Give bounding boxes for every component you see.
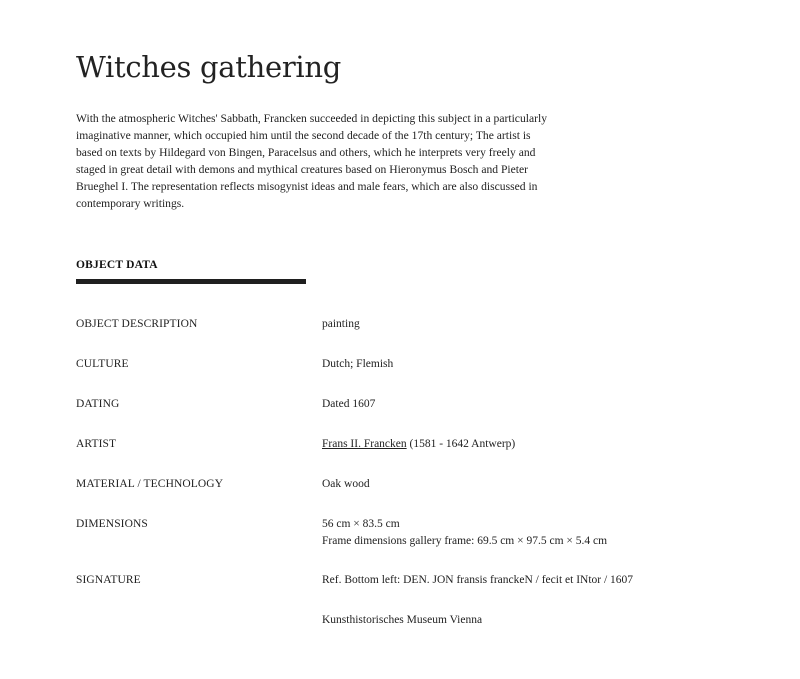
row-value bbox=[322, 436, 515, 453]
row-label: SIGNATURE bbox=[76, 574, 141, 586]
row-value: Dutch; Flemish bbox=[322, 358, 394, 370]
frame-dimensions-value: Frame dimensions gallery frame: 69.5 cm × 97.5 cm × 5.4 cm bbox=[322, 535, 608, 547]
object-data-heading: OBJECT DATA bbox=[76, 259, 158, 271]
object-description-text: With the atmospheric Witches' Sabbath, Francken succeeded in depicting this subject in a particularly imaginative manner, which occupied him until the second decade of the 17th century; The artist is based on texts by Hildegard von Bingen, Paracelsus and others, which he interprets very freely and staged in great detail with demons and mythical creatures based on Hieronymus Bosch and Pieter Brueghel I. The representation reflects misogynist ideas and male fears, which are also discussed in contemporary writings. bbox=[76, 112, 547, 210]
row-label: OBJECT DESCRIPTION bbox=[76, 318, 198, 330]
museum-name: Kunsthistorisches Museum Vienna bbox=[322, 614, 483, 626]
row-value: Dated 1607 bbox=[322, 398, 376, 410]
row-value: Oak wood bbox=[322, 478, 370, 490]
section-divider bbox=[76, 279, 306, 284]
row-value: Ref. Bottom left: DEN. JON fransis franckeN / fecit et INtor / 1607 bbox=[322, 574, 634, 586]
page-title: Witches gathering bbox=[76, 50, 342, 84]
artist-link[interactable]: Frans II. Francken bbox=[322, 438, 407, 450]
artist-dates: (1581 - 1642 Antwerp) bbox=[406, 438, 516, 450]
row-value: painting bbox=[322, 318, 360, 330]
row-label: ARTIST bbox=[76, 438, 117, 450]
row-value bbox=[322, 516, 607, 550]
row-label: MATERIAL / TECHNOLOGY bbox=[76, 478, 224, 490]
row-label: DIMENSIONS bbox=[76, 518, 148, 530]
dimensions-value: 56 cm × 83.5 cm bbox=[322, 518, 400, 530]
row-label: CULTURE bbox=[76, 358, 129, 370]
row-label: DATING bbox=[76, 398, 120, 410]
